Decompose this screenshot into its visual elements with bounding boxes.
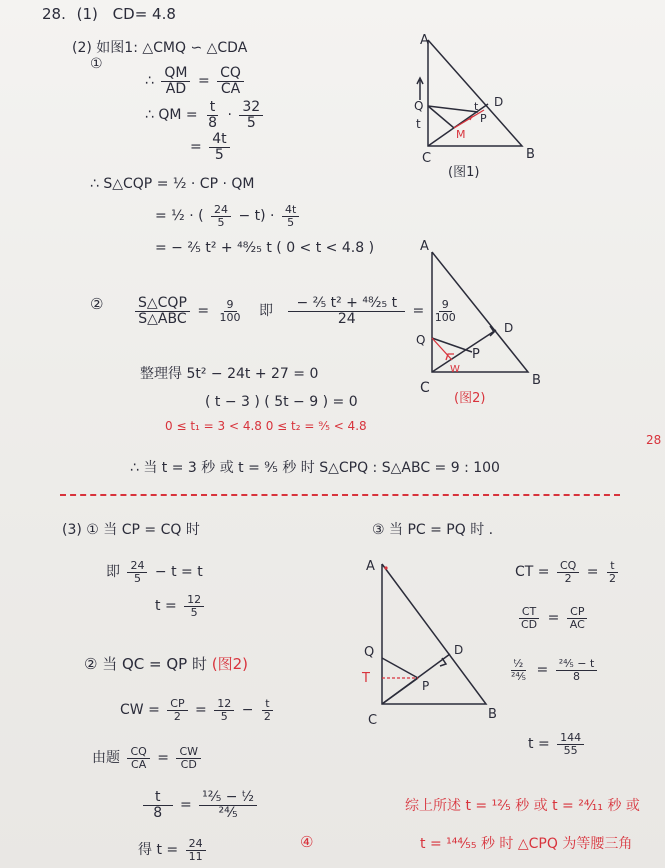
margin-note: 28 [646, 433, 662, 447]
qm-result: = $\frac{4t}{5}$ [190, 132, 233, 162]
figure-reference: (图2) [211, 655, 249, 673]
figure-3-diagram [356, 554, 506, 734]
summary-line-1: 综上所述 t = ¹²⁄₅ 秒 或 t = ²⁴⁄₁₁ 秒 或 [405, 798, 640, 814]
problem-header: 28. (1) CD= 4.8 [42, 5, 176, 23]
triangle-abc-fig3 [382, 564, 486, 704]
point-label-p: P [422, 679, 430, 693]
figure-2-diagram [412, 234, 552, 414]
summary-line-2: t = ¹⁴⁴⁄₅₅ 秒 时 △CPQ 为等腰三角 [420, 836, 633, 852]
point-label-p: P [480, 112, 487, 125]
case1-heading: (3) ① 当 CP = CQ 时 [62, 522, 200, 538]
area-formula: ∴ S△CQP = ½ · CP · QM [90, 176, 255, 192]
point-label-p: P [472, 347, 480, 362]
case2-equation: $\frac{t}{8}$ = $\frac{\text{¹²⁄₅ − ᵗ⁄₂}}{\text{²⁴⁄₅}}$ [140, 790, 260, 820]
part2-heading: (2) 如图1: △CMQ ∽ △CDA [72, 40, 248, 56]
figure-2-caption: (图2) [454, 391, 486, 406]
score-mark: ④ [300, 833, 314, 851]
case3-equation: $\frac{\text{ᵗ⁄₂}}{\text{²⁴⁄₅}}$ = $\frac{\text{²⁴⁄₅ − t}}{8}$ [505, 658, 600, 682]
case2-solution: 得 t = $\frac{24}{11}$ [138, 838, 209, 862]
similar-ratio: 由题 $\frac{CQ}{CA}$ = $\frac{CW}{CD}$ [92, 746, 204, 770]
step-marker-2: ② [90, 295, 104, 313]
vertex-label-c: C [422, 151, 432, 166]
vertex-label-a: A [366, 559, 375, 574]
quadratic-equation: 整理得 5t² − 24t + 27 = 0 [140, 366, 319, 382]
vertex-label-d: D [494, 95, 504, 109]
vertex-label-b: B [532, 373, 541, 388]
area-ratio-equation: $\frac{\text{S△CQP}}{\text{S△ABC}}$ = $\frac{9}{100}$ 即 $\frac{\text{− ²⁄₅ t² + ⁴⁸⁄₂₅ t}}{24}$ = $\frac{9}{100}$ [132, 296, 462, 326]
qm-expression: ∴ QM = $\frac{t}{8}$ · $\frac{32}{5}$ [145, 100, 266, 130]
step-marker-1: ① [90, 56, 103, 72]
segment-label-t: t [416, 117, 421, 131]
vertex-label-d: D [504, 321, 514, 335]
vertex-label-a: A [420, 239, 429, 254]
area-substitution: = ½ · ( $\frac{24}{5}$ − t) · $\frac{4t}{5}$ [155, 204, 302, 228]
point-label-q: Q [414, 99, 424, 113]
section-divider [60, 494, 620, 496]
figure-1-diagram [410, 30, 550, 190]
point-label-q: Q [364, 645, 375, 660]
point-label-t: T [362, 671, 370, 686]
vertex-label-a: A [420, 33, 429, 48]
figure-1-caption: (图1) [448, 165, 480, 180]
point-label-m: M [456, 128, 466, 141]
case1-solution: t = $\frac{12}{5}$ [155, 594, 207, 618]
part2-conclusion: ∴ 当 t = 3 秒 或 t = ⁹⁄₅ 秒 时 S△CPQ : S△ABC = 9 : 100 [130, 460, 500, 476]
area-function: = − ²⁄₅ t² + ⁴⁸⁄₂₅ t ( 0 < t < 4.8 ) [155, 240, 375, 256]
cw-expression: CW = $\frac{CP}{2}$ = $\frac{12}{5}$ − $\frac{t}{2}$ [120, 697, 271, 723]
root-check: 0 ≤ t₁ = 3 < 4.8 0 ≤ t₂ = ⁹⁄₅ < 4.8 [165, 419, 367, 433]
triangle-abc-fig1 [428, 40, 522, 146]
case2-heading: ② 当 QC = QP 时 (图2) [84, 655, 249, 673]
point-label-q: Q [416, 333, 426, 347]
case3-heading: ③ 当 PC = PQ 时 . [372, 522, 494, 538]
vertex-label-b: B [526, 147, 535, 162]
segment-label-t2: t [474, 100, 479, 113]
case1-equation: 即 $\frac{24}{5}$ − t = t [106, 559, 203, 585]
vertex-label-c: C [368, 713, 378, 728]
ct-ratio: $\frac{CT}{CD}$ = $\frac{CP}{AC}$ [515, 606, 591, 630]
ct-expression: CT = $\frac{CQ}{2}$ = $\frac{t}{2}$ [515, 559, 616, 585]
vertex-label-d: D [454, 643, 464, 657]
factored-equation: ( t − 3 ) ( 5t − 9 ) = 0 [205, 394, 358, 410]
altitude-cd-fig2 [432, 330, 496, 372]
case3-solution: t = $\frac{144}{55}$ [528, 732, 587, 756]
vertex-label-b: B [488, 707, 497, 722]
ratio-qm-line: ∴ $\frac{QM}{AD}$ = $\frac{CQ}{CA}$ [145, 66, 247, 96]
point-label-w: W [450, 364, 460, 375]
vertex-label-c: C [420, 380, 430, 396]
